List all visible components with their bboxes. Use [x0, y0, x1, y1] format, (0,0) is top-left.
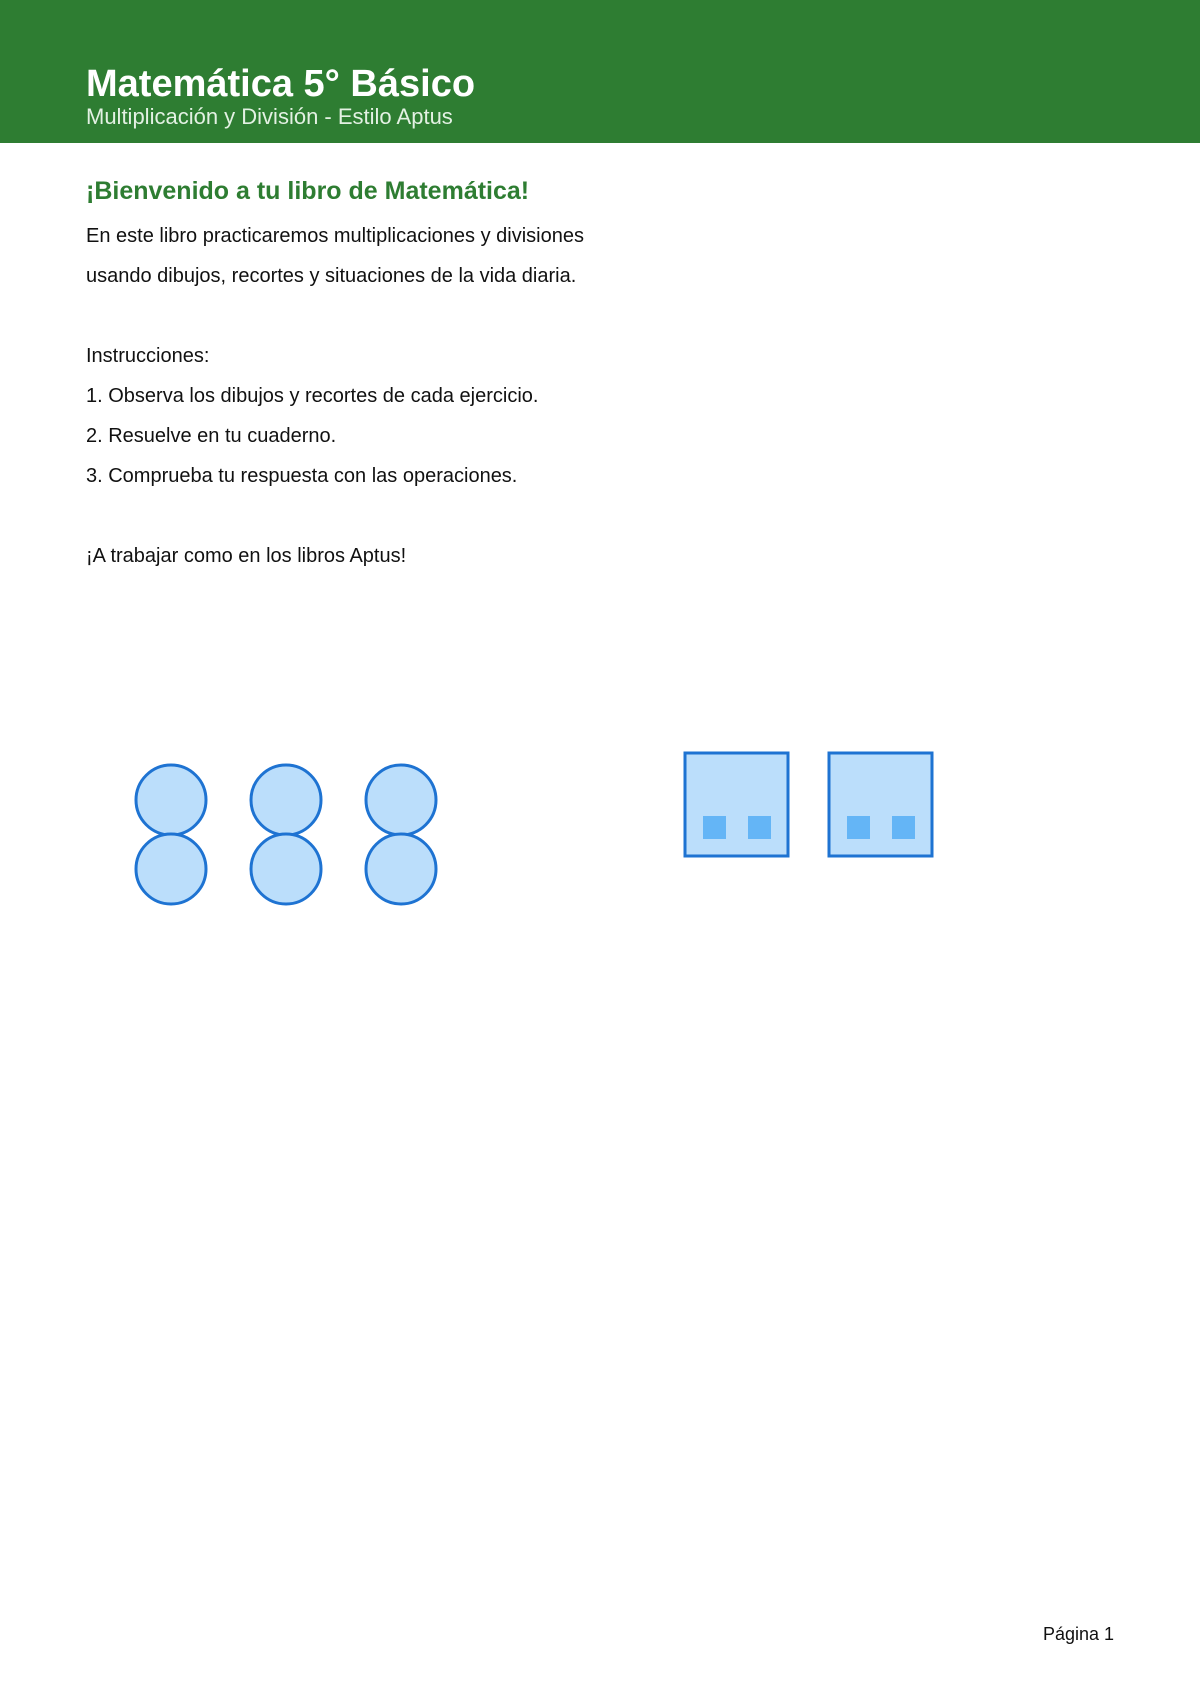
circle-counter — [251, 765, 321, 835]
small-square — [703, 816, 726, 839]
book-subtitle: Multiplicación y División - Estilo Aptus — [86, 104, 453, 129]
circle-counter — [136, 834, 206, 904]
book-title: Matemática 5° Básico — [86, 63, 476, 105]
page-number: Página 1 — [1042, 1624, 1114, 1644]
spacer — [86, 296, 1116, 336]
circle-counter — [366, 834, 436, 904]
welcome-heading: ¡Bienvenido a tu libro de Matemática! — [86, 177, 530, 205]
circle-counter — [136, 765, 206, 835]
intro-section — [86, 174, 1116, 576]
circle-group — [366, 765, 436, 904]
card-square — [829, 753, 932, 856]
card-square — [685, 753, 788, 856]
square-card — [685, 753, 788, 856]
intro-line: En este libro practicaremos multiplicaciones y divisiones — [86, 225, 584, 247]
circle-group — [251, 765, 321, 904]
circle-group — [136, 765, 206, 904]
intro-line: usando dibujos, recortes y situaciones de la vida diaria. — [86, 265, 577, 287]
small-square — [892, 816, 915, 839]
instruction-item: 3. Comprueba tu respuesta con las operaciones. — [86, 465, 518, 487]
instruction-item: 1. Observa los dibujos y recortes de cada ejercicio. — [86, 385, 539, 407]
closing-line: ¡A trabajar como en los libros Aptus! — [86, 545, 407, 567]
square-cards-illustration — [685, 753, 932, 856]
square-card — [829, 753, 932, 856]
small-square — [847, 816, 870, 839]
circle-groups-illustration — [136, 765, 436, 904]
page-header — [0, 0, 1200, 143]
circle-counter — [366, 765, 436, 835]
instructions-label: Instrucciones: — [86, 345, 210, 367]
circle-counter — [251, 834, 321, 904]
instruction-item: 2. Resuelve en tu cuaderno. — [86, 425, 337, 447]
spacer — [86, 496, 1116, 536]
small-square — [748, 816, 771, 839]
